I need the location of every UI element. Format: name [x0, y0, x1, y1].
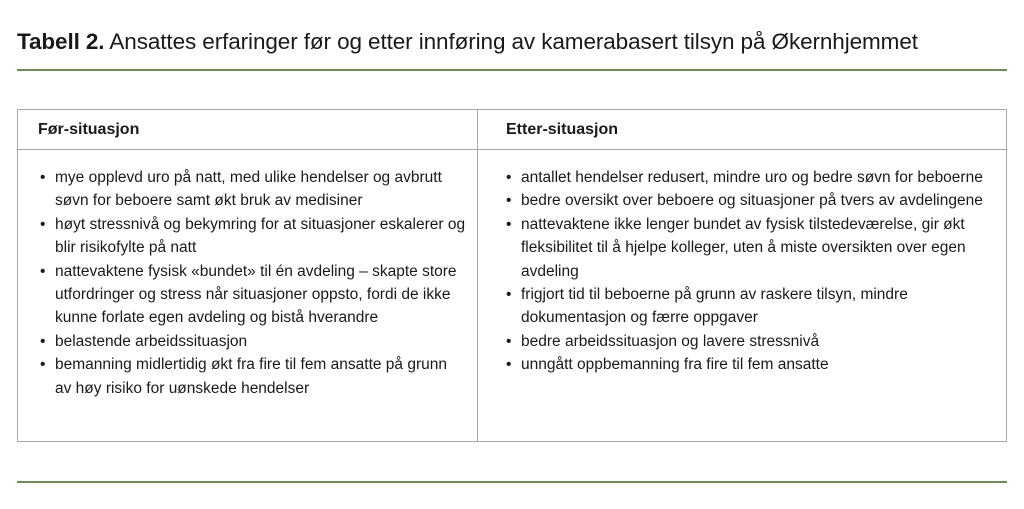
- before-column: [18, 150, 478, 441]
- bullet-glyph: •: [40, 215, 46, 233]
- bullet-glyph: •: [506, 332, 512, 350]
- comparison-table: [17, 109, 1007, 442]
- bullet-glyph: •: [40, 332, 46, 350]
- bullet-glyph: •: [506, 356, 512, 374]
- bullet-glyph: •: [506, 286, 512, 304]
- after-column: [478, 150, 1006, 441]
- list-item: [506, 189, 998, 212]
- list-item-text: nattevaktene fysisk «bundet» til én avdeling – skapte store utfordringer og stress når situasjoner oppsto, fordi de ikke kunne forlate egen avdeling og bistå hverandre: [55, 262, 457, 327]
- bottom-divider: [17, 481, 1007, 483]
- list-item: [506, 213, 998, 283]
- list-item: [506, 166, 998, 189]
- header-after: Etter-situasjon: [478, 110, 1006, 150]
- header-before: Før-situasjon: [18, 110, 478, 150]
- bullet-glyph: •: [40, 262, 46, 280]
- top-divider: [17, 69, 1007, 71]
- list-item-text: bedre oversikt over beboere og situasjoner på tvers av avdelingene: [521, 192, 983, 210]
- list-item: [506, 330, 998, 353]
- table-caption: [17, 28, 918, 56]
- list-item: [40, 166, 467, 213]
- list-item: [40, 213, 467, 260]
- list-item-text: bemanning midlertidig økt fra fire til fem ansatte på grunn av høy risiko for uønskede hendelser: [55, 356, 447, 397]
- bullet-glyph: •: [506, 215, 512, 233]
- bullet-glyph: •: [506, 169, 512, 186]
- after-list: [506, 166, 998, 377]
- list-item-text: belastende arbeidssituasjon: [55, 332, 248, 350]
- list-item: [40, 260, 467, 330]
- list-item-text: unngått oppbemanning fra fire til fem ansatte: [521, 356, 829, 374]
- list-item-text: høyt stressnivå og bekymring for at situasjoner eskalerer og blir risikofylte på natt: [55, 215, 466, 257]
- bullet-glyph: •: [40, 169, 46, 186]
- list-item-text: nattevaktene ikke lenger bundet av fysisk tilstedeværelse, gir økt fleksibilitet til å hjelpe kolleger, uten å miste oversikten over egen avdeling: [521, 215, 966, 280]
- list-item-text: bedre arbeidssituasjon og lavere stressnivå: [521, 332, 820, 350]
- list-item: [40, 353, 467, 400]
- table-number: Tabell 2.: [17, 29, 105, 54]
- list-item-text: mye opplevd uro på natt, med ulike hendelser og avbrutt søvn for beboere samt økt bruk av medisiner: [55, 169, 442, 210]
- bullet-glyph: •: [40, 356, 46, 374]
- bullet-glyph: •: [506, 192, 512, 210]
- before-list: [40, 166, 467, 400]
- list-item-text: frigjort tid til beboerne på grunn av raskere tilsyn, mindre dokumentasjon og færre oppgaver: [521, 286, 908, 327]
- table-title: Ansattes erfaringer før og etter innføring av kamerabasert tilsyn på Økernhjemmet: [109, 29, 918, 54]
- list-item-text: antallet hendelser redusert, mindre uro og bedre søvn for beboerne: [521, 169, 983, 186]
- list-item: [506, 283, 998, 330]
- list-item: [40, 330, 467, 353]
- list-item: [506, 353, 998, 376]
